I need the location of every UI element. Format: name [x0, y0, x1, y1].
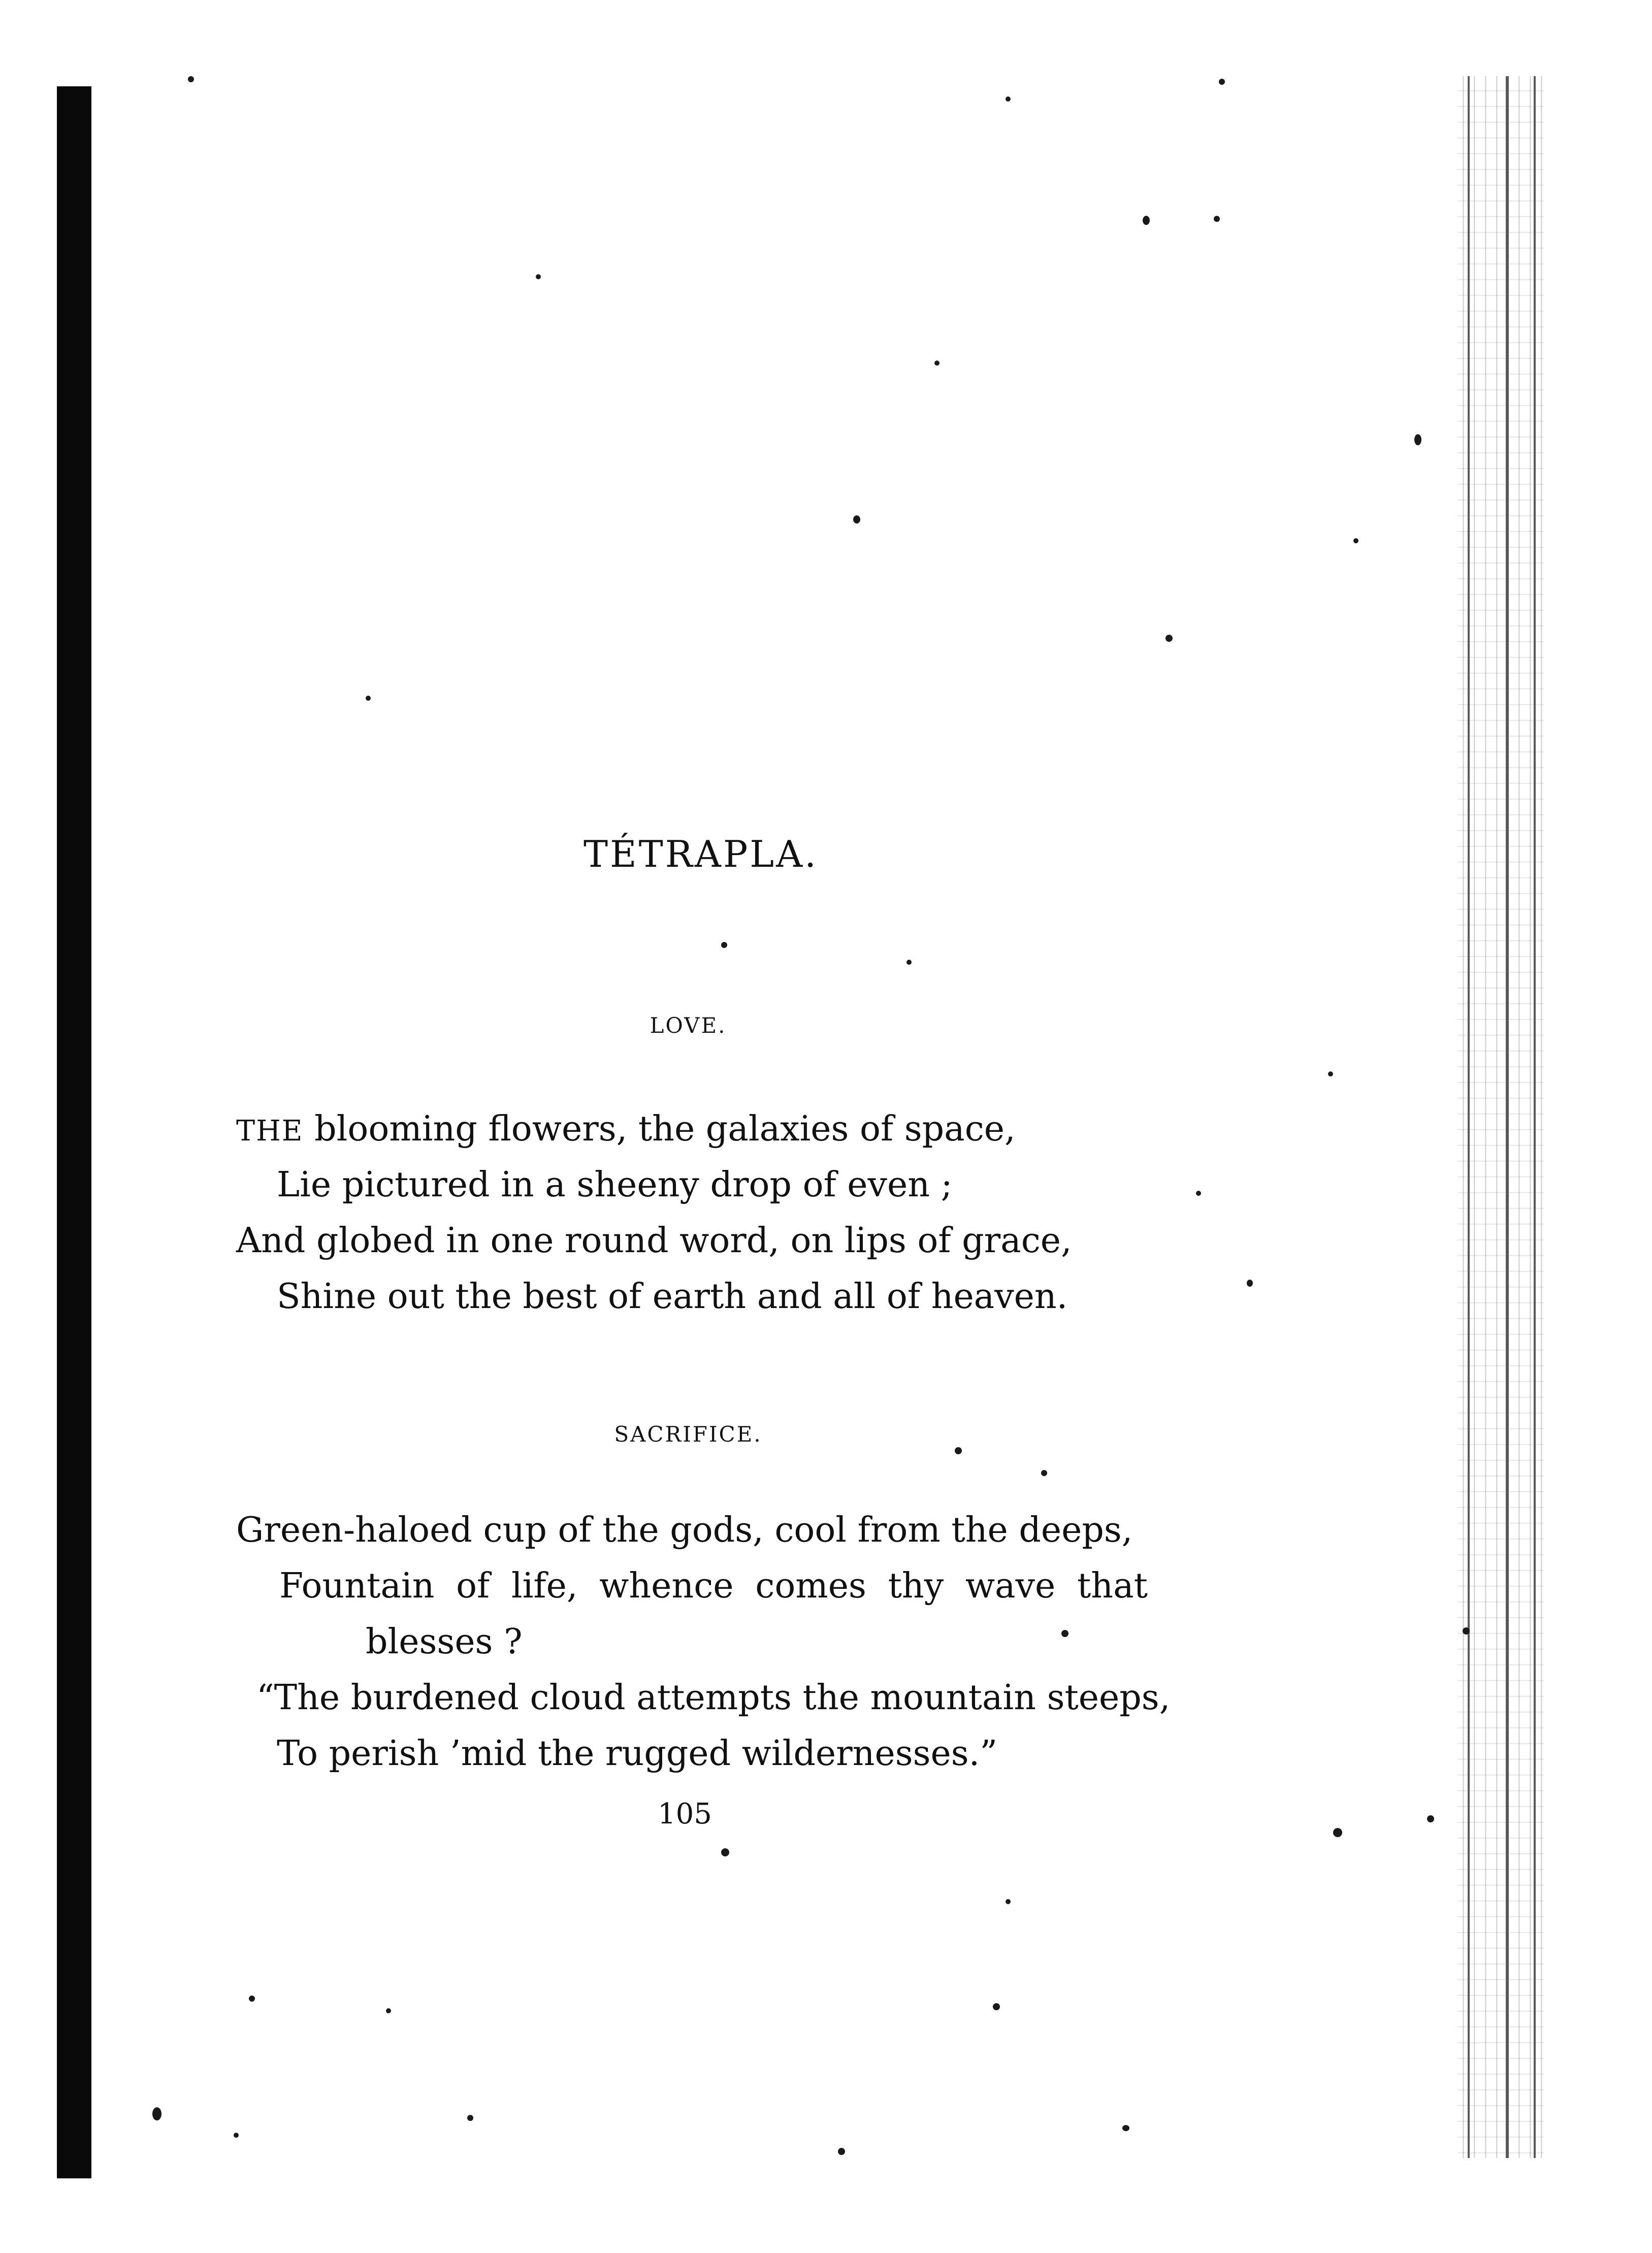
- poem-line: “The burdened cloud attempts the mountain steeps,: [256, 1678, 1171, 1718]
- edge-line: [1506, 76, 1509, 2158]
- section-heading-sacrifice: SACRIFICE.: [614, 1422, 762, 1447]
- poem-line-text: blooming flowers, the galaxies of space,: [314, 1109, 1016, 1149]
- poem-title: TÉTRAPLA.: [584, 833, 818, 875]
- word: life,: [511, 1566, 578, 1606]
- small-caps-lead: THE: [236, 1115, 304, 1148]
- poem-line-justified: [279, 1566, 1148, 1606]
- page-number: 105: [658, 1798, 712, 1831]
- poem-line: Shine out the best of earth and all of heaven.: [277, 1277, 1068, 1317]
- poem-line: blesses ?: [366, 1622, 523, 1662]
- poem-line: And globed in one round word, on lips of grace,: [236, 1221, 1072, 1261]
- edge-line: [1534, 76, 1536, 2158]
- section-heading-love: LOVE.: [650, 1013, 727, 1038]
- page-edge-scan-artifact: [1457, 76, 1544, 2158]
- word: wave: [965, 1566, 1056, 1606]
- word: comes: [755, 1566, 866, 1606]
- poem-line: To perish ’mid the rugged wildernesses.”: [277, 1734, 998, 1774]
- edge-line: [1468, 76, 1470, 2158]
- word: that: [1077, 1566, 1148, 1606]
- word: of: [456, 1566, 490, 1606]
- poem-line: Green-haloed cup of the gods, cool from the deeps,: [236, 1510, 1133, 1550]
- word: thy: [888, 1566, 944, 1606]
- word: Fountain: [279, 1566, 435, 1606]
- poem-line: [236, 1109, 1016, 1149]
- binding-shadow: [57, 86, 91, 2178]
- word: whence: [599, 1566, 734, 1606]
- poem-line: Lie pictured in a sheeny drop of even ;: [277, 1165, 953, 1205]
